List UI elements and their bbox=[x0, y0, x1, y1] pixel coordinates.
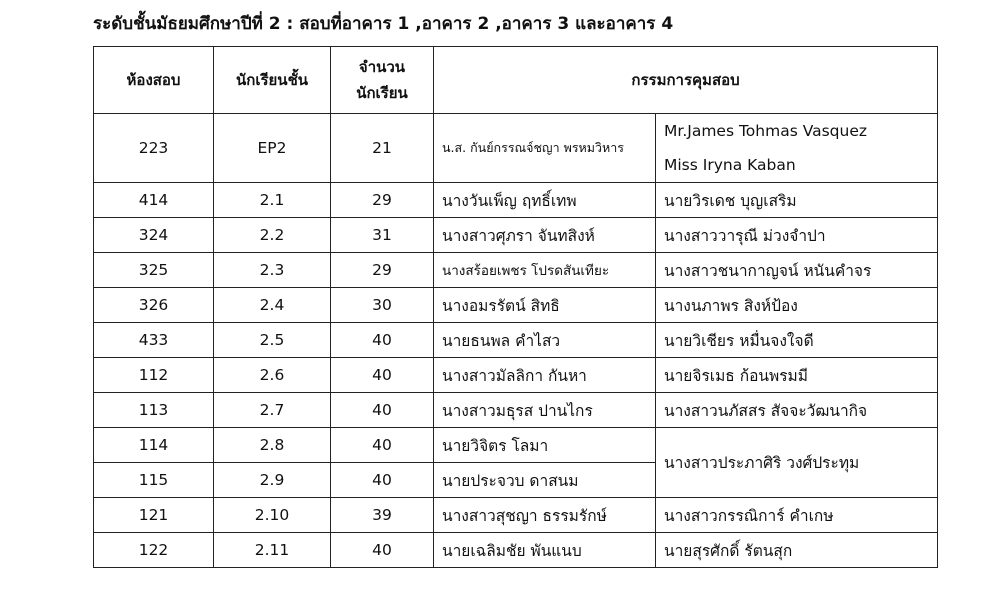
table-row bbox=[94, 288, 938, 323]
proctor-name: Miss Iryna Kaban bbox=[664, 156, 796, 174]
table-row bbox=[94, 498, 938, 533]
proctor-cell-1: นายวิจิตร โลมา bbox=[434, 428, 656, 463]
room-cell: 121 bbox=[94, 498, 214, 533]
exam-room-table bbox=[93, 46, 938, 568]
count-cell: 40 bbox=[331, 533, 434, 568]
document-title: ระดับชั้นมัธยมศึกษาปีที่ 2 : สอบที่อาคาร 1 ,อาคาร 2 ,อาคาร 3 และอาคาร 4 bbox=[93, 14, 674, 34]
header-class: นักเรียนชั้น bbox=[214, 47, 331, 114]
room-cell: 325 bbox=[94, 253, 214, 288]
proctor-cell-2: นางสาวชนากาญจน์ หนันคำจร bbox=[656, 253, 938, 288]
proctor-cell-1: นางสาวมัลลิกา กันหา bbox=[434, 358, 656, 393]
count-cell: 39 bbox=[331, 498, 434, 533]
class-cell: 2.11 bbox=[214, 533, 331, 568]
room-cell: 115 bbox=[94, 463, 214, 498]
header-count-line2: นักเรียน bbox=[356, 84, 408, 102]
proctor-cell-1: นางสาวสุชญา ธรรมรักษ์ bbox=[434, 498, 656, 533]
proctor-name: Mr.James Tohmas Vasquez bbox=[664, 122, 868, 140]
proctor-cell-2: นายสุรศักดิ์ รัตนสุก bbox=[656, 533, 938, 568]
header-count-line1: จำนวน bbox=[358, 58, 406, 76]
header-count bbox=[331, 47, 434, 114]
proctor-cell-1: นางสาวมธุรส ปานไกร bbox=[434, 393, 656, 428]
table-row bbox=[94, 218, 938, 253]
proctor-cell-1: นายประจวบ ดาสนม bbox=[434, 463, 656, 498]
room-cell: 414 bbox=[94, 183, 214, 218]
proctor-cell-2: นางสาววารุณี ม่วงจำปา bbox=[656, 218, 938, 253]
count-cell: 40 bbox=[331, 358, 434, 393]
table-row bbox=[94, 358, 938, 393]
room-cell: 122 bbox=[94, 533, 214, 568]
class-cell: 2.8 bbox=[214, 428, 331, 463]
room-cell: 324 bbox=[94, 218, 214, 253]
header-room: ห้องสอบ bbox=[94, 47, 214, 114]
class-cell: 2.5 bbox=[214, 323, 331, 358]
room-cell: 326 bbox=[94, 288, 214, 323]
proctor-cell-2: นางนภาพร สิงห์ป้อง bbox=[656, 288, 938, 323]
proctor-cell-2: นางสาวประภาศิริ วงศ์ประทุม bbox=[656, 428, 938, 498]
class-cell: 2.6 bbox=[214, 358, 331, 393]
room-cell: 113 bbox=[94, 393, 214, 428]
proctor-cell-2: นายวิรเดช บุญเสริม bbox=[656, 183, 938, 218]
class-cell: 2.1 bbox=[214, 183, 331, 218]
count-cell: 40 bbox=[331, 393, 434, 428]
room-cell: 433 bbox=[94, 323, 214, 358]
count-cell: 40 bbox=[331, 323, 434, 358]
room-cell: 112 bbox=[94, 358, 214, 393]
count-cell: 21 bbox=[331, 114, 434, 183]
table-row bbox=[94, 114, 938, 183]
count-cell: 31 bbox=[331, 218, 434, 253]
table-row bbox=[94, 393, 938, 428]
proctor-cell-1: นางสาวศุภรา จันทสิงห์ bbox=[434, 218, 656, 253]
table-row bbox=[94, 253, 938, 288]
class-cell: 2.3 bbox=[214, 253, 331, 288]
proctor-cell-1: นางอมรรัตน์ สิทธิ bbox=[434, 288, 656, 323]
count-cell: 40 bbox=[331, 428, 434, 463]
proctor-cell-2: นางสาวกรรณิการ์ คำเกษ bbox=[656, 498, 938, 533]
room-cell: 114 bbox=[94, 428, 214, 463]
table-row bbox=[94, 533, 938, 568]
class-cell: 2.10 bbox=[214, 498, 331, 533]
count-cell: 30 bbox=[331, 288, 434, 323]
proctor-cell-1: นางวันเพ็ญ ฤทธิ์เทพ bbox=[434, 183, 656, 218]
proctor-cell-1: น.ส. กันย์กรรณจ์ชญา พรหมวิหาร bbox=[434, 114, 656, 183]
proctor-cell-1: นายเฉลิมชัย พันแนบ bbox=[434, 533, 656, 568]
proctor-cell-2 bbox=[656, 114, 938, 183]
table-header-row bbox=[94, 47, 938, 114]
proctor-cell-1: นายธนพล คำไสว bbox=[434, 323, 656, 358]
class-cell: 2.4 bbox=[214, 288, 331, 323]
proctor-cell-2: นายจิรเมธ ก้อนพรมมี bbox=[656, 358, 938, 393]
proctor-cell-2: นางสาวนภัสสร สัจจะวัฒนากิจ bbox=[656, 393, 938, 428]
class-cell: 2.7 bbox=[214, 393, 331, 428]
header-proctors: กรรมการคุมสอบ bbox=[434, 47, 938, 114]
proctor-cell-2: นายวิเชียร หมื่นจงใจดี bbox=[656, 323, 938, 358]
table-row bbox=[94, 323, 938, 358]
class-cell: 2.2 bbox=[214, 218, 331, 253]
proctor-cell-1: นางสร้อยเพชร โปรดสันเทียะ bbox=[434, 253, 656, 288]
class-cell: 2.9 bbox=[214, 463, 331, 498]
table-row bbox=[94, 428, 938, 463]
count-cell: 29 bbox=[331, 183, 434, 218]
count-cell: 40 bbox=[331, 463, 434, 498]
count-cell: 29 bbox=[331, 253, 434, 288]
room-cell: 223 bbox=[94, 114, 214, 183]
class-cell: EP2 bbox=[214, 114, 331, 183]
table-row bbox=[94, 183, 938, 218]
